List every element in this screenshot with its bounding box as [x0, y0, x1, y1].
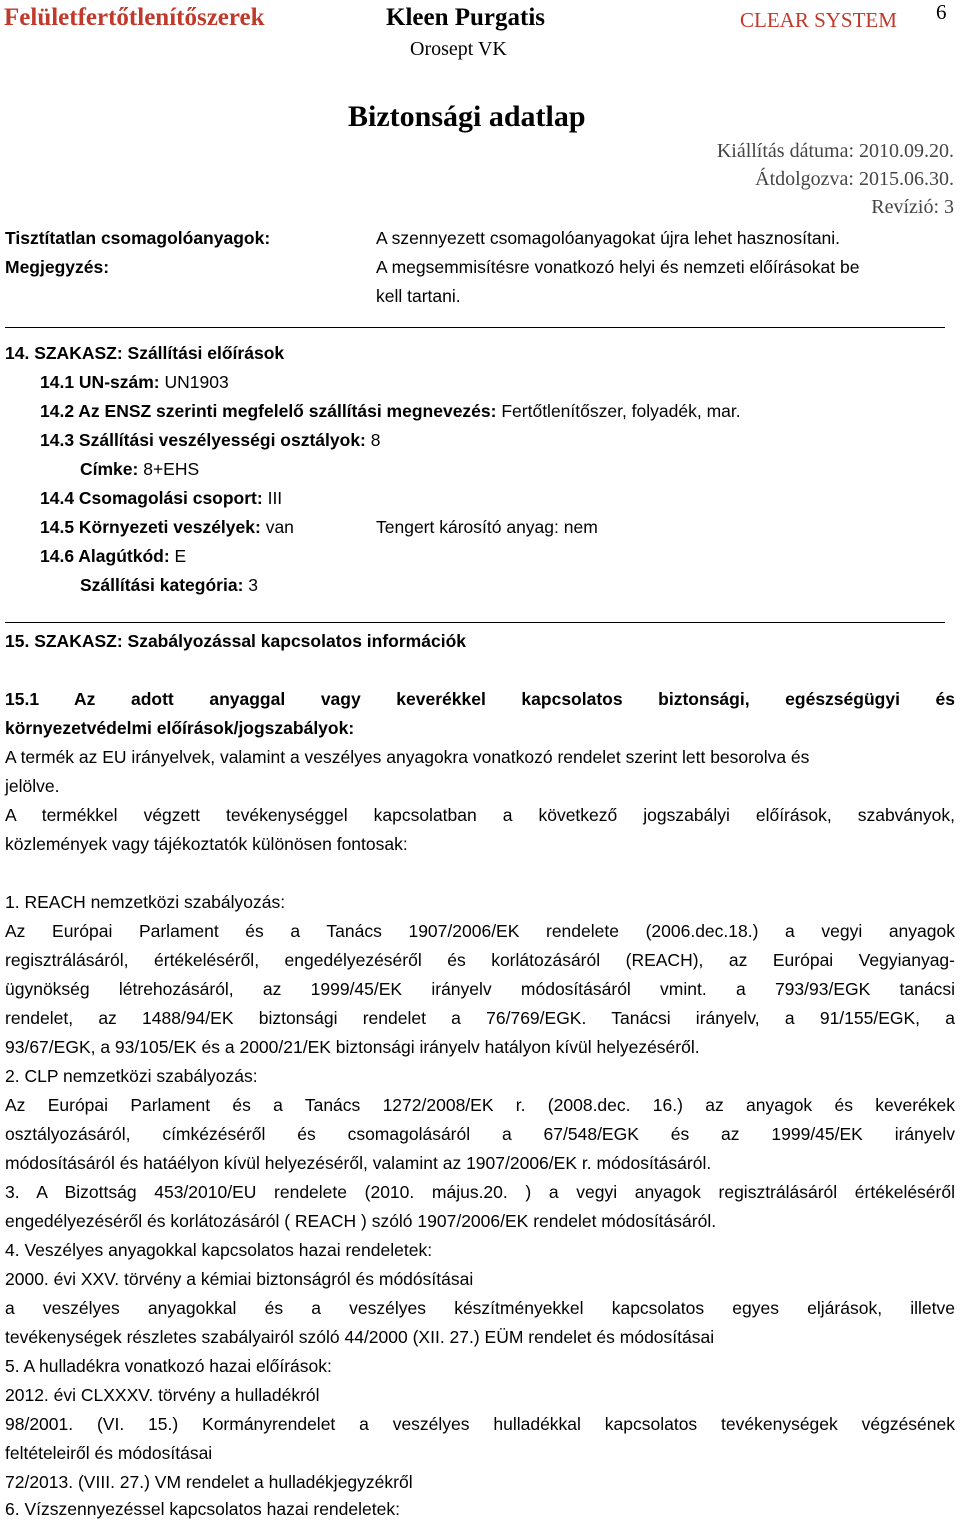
un-label: 14.1 UN-szám:: [40, 372, 160, 392]
packaging-value: A szennyezett csomagolóanyagokat újra lehet hasznosítani.: [376, 228, 841, 248]
note-value-2: kell tartani.: [376, 286, 461, 306]
hazard-class-value: 8: [365, 430, 381, 450]
un-value: UN1903: [159, 372, 229, 392]
shipping-name-label: 14.2 Az ENSZ szerinti megfelelő szállítási megnevezés:: [40, 401, 497, 421]
subsection-15-1-line1: 15.1 Az adott anyaggal vagy keverékkel kapcsolatos biztonsági, egészségügyi és: [5, 689, 955, 709]
env-hazard-label: 14.5 Környezeti veszélyek:: [40, 517, 261, 537]
packing-group-label: 14.4 Csomagolási csoport:: [40, 488, 263, 508]
clp-line1: Az Európai Parlament és a Tanács 1272/2008/EK r. (2008.dec. 16.) az anyagok és keverékek: [5, 1095, 955, 1115]
paragraph-2-line1: A termékkel végzett tevékenységgel kapcsolatban a következő jogszabályi előírások, szabványok,: [5, 805, 955, 825]
reach-line5: 93/67/EGK, a 93/105/EK és a 2000/21/EK biztonsági irányelv hatályon kívül helyezéséről.: [5, 1037, 700, 1057]
note-value-1: A megsemmisítésre vonatkozó helyi és nemzeti előírásokat be: [376, 257, 860, 277]
tunnel-code-value: E: [169, 546, 187, 566]
revised-date: Átdolgozva: 2015.06.30.: [755, 168, 954, 190]
doc-title: Biztonsági adatlap: [348, 100, 586, 133]
paragraph-1-line2: jelölve.: [5, 776, 60, 796]
revision: Revízió: 3: [871, 196, 954, 218]
label-value: 8+EHS: [138, 459, 200, 479]
commission-line2: engedélyezéséről és korlátozásáról ( REACH ) szóló 1907/2006/EK rendelet módosításáról.: [5, 1211, 717, 1231]
hazardous-heading: 4. Veszélyes anyagokkal kapcsolatos hazai rendeletek:: [5, 1240, 433, 1260]
waste-line3: feltételeiről és módosításai: [5, 1443, 213, 1463]
brand-name: CLEAR SYSTEM: [740, 8, 897, 32]
env-hazard-value: van: [260, 517, 294, 537]
hazardous-line1: 2000. évi XXV. törvény a kémiai biztonságról és módósításai: [5, 1269, 474, 1289]
paragraph-1-line1: A termék az EU irányelvek, valamint a veszélyes anyagokra vonatkozó rendelet szerint lett besorolva és: [5, 747, 810, 767]
section-divider: [5, 622, 945, 623]
label-label: Címke:: [80, 459, 139, 479]
reach-heading: 1. REACH nemzetközi szabályozás:: [5, 892, 286, 912]
reach-line2: regisztrálásáról, értékeléséről, engedélyezéséről és korlátozásáról (REACH), az Európai Vegyianyag-: [5, 950, 955, 970]
note-label: Megjegyzés:: [5, 257, 110, 277]
hazardous-line2: a veszélyes anyagokkal és a veszélyes készítményekkel kapcsolatos egyes eljárások, illetve: [5, 1298, 955, 1318]
hazardous-line3: tevékenységek részletes szabályairól szóló 44/2000 (XII. 27.) EÜM rendelet és módosításai: [5, 1327, 715, 1347]
shipping-name-value: Fertőtlenítőszer, folyadék, mar.: [496, 401, 741, 421]
packaging-label: Tisztítatlan csomagolóanyagok:: [5, 228, 271, 248]
waste-line4: 72/2013. (VIII. 27.) VM rendelet a hulladékjegyzékről: [5, 1472, 413, 1492]
waste-heading: 5. A hulladékra vonatkozó hazai előírások:: [5, 1356, 332, 1376]
reach-line3: ügynökség létrehozásáról, az 1999/45/EK irányelv módosításáról vmint. a 793/93/EGK tanácsi: [5, 979, 955, 999]
reach-line4: rendelet, az 1488/94/EK biztonsági rendelet a 76/769/EGK. Tanácsi irányelv, a 91/155/EGK, a: [5, 1008, 955, 1028]
reach-line1: Az Európai Parlament és a Tanács 1907/2006/EK rendelete (2006.dec.18.) a vegyi anyagok: [5, 921, 955, 941]
clp-line3: módosításáról és hatáélyon kívül helyezéséről, valamint az 1907/2006/EK r. módosításáról.: [5, 1153, 712, 1173]
category-title: Felületfertőtlenítőszerek: [4, 4, 265, 31]
section-divider: [5, 327, 945, 328]
paragraph-2-line2: közlemények vagy tájékoztatók különösen fontosak:: [5, 834, 408, 854]
page-number: 6: [936, 0, 947, 24]
product-name: Kleen Purgatis: [386, 4, 546, 31]
clp-heading: 2. CLP nemzetközi szabályozás:: [5, 1066, 258, 1086]
company-name: Orosept VK: [410, 38, 507, 60]
marine-pollutant: Tengert károsító anyag: nem: [376, 517, 598, 537]
issue-date: Kiállítás dátuma: 2010.09.20.: [716, 140, 954, 162]
packing-group-value: III: [262, 488, 283, 508]
hazard-class-label: 14.3 Szállítási veszélyességi osztályok:: [40, 430, 366, 450]
waste-line1: 2012. évi CLXXXV. törvény a hulladékról: [5, 1385, 320, 1405]
tunnel-code-label: 14.6 Alagútkód:: [40, 546, 170, 566]
clp-line2: osztályozásáról, címkézéséről és csomagolásáról a 67/548/EGK és az 1999/45/EK irányelv: [5, 1124, 955, 1144]
waste-line2: 98/2001. (VI. 15.) Kormányrendelet a veszélyes hulladékkal kapcsolatos tevékenységek végzésének: [5, 1414, 955, 1434]
transport-category-value: 3: [243, 575, 259, 595]
water-heading: 6. Vízszennyezéssel kapcsolatos hazai rendeletek:: [5, 1499, 400, 1519]
subsection-15-1-line2: környezetvédelmi előírások/jogszabályok:: [5, 718, 355, 738]
transport-category-label: Szállítási kategória:: [80, 575, 244, 595]
section-14-title: 14. SZAKASZ: Szállítási előírások: [5, 343, 285, 363]
section-15-title: 15. SZAKASZ: Szabályozással kapcsolatos információk: [5, 631, 466, 651]
commission-line1: 3. A Bizottság 453/2010/EU rendelete (2010. május.20. ) a vegyi anyagok regisztrálásáról értékeléséről: [5, 1182, 955, 1202]
